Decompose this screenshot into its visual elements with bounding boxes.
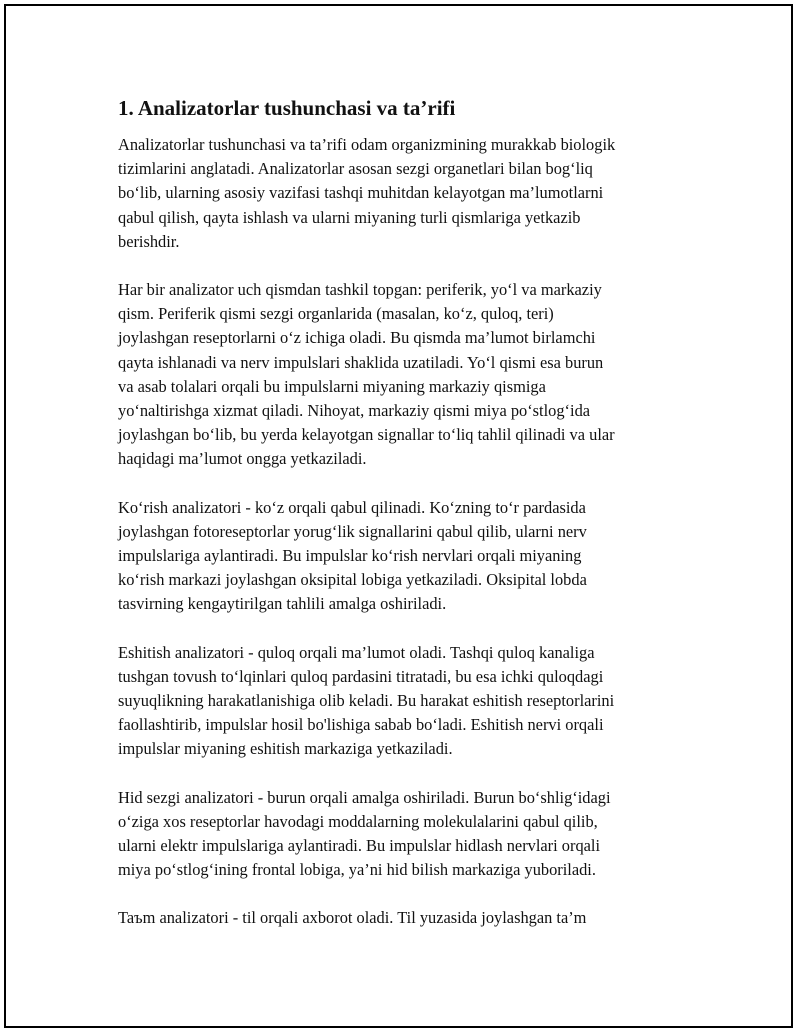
paragraph-visual-analyzer	[118, 496, 688, 617]
text-line: miya po‘stlog‘ining frontal lobiga, ya’ni hid bilish markaziga yuboriladi.	[118, 860, 596, 880]
text-line: qism. Periferik qismi sezgi organlarida (masalan, ko‘z, quloq, teri)	[118, 304, 554, 324]
paragraph-structure	[118, 278, 688, 472]
text-line: suyuqlikning harakatlanishiga olib keladi. Bu harakat eshitish reseptorlarini	[118, 691, 615, 711]
text-line: qabul qilish, qayta ishlash va ularni miyaning turli qismlariga yetkazib	[118, 207, 581, 227]
text-line: impulslar miyaning eshitish markaziga yetkaziladi.	[118, 739, 453, 759]
paragraph-definition	[118, 133, 688, 254]
text-line: berishdir.	[118, 231, 180, 251]
text-line: Analizatorlar tushunchasi va ta’rifi odam organizmining murakkab biologik	[118, 135, 616, 154]
text-line: ko‘rish markazi joylashgan oksipital lobiga yetkaziladi. Oksipital lobda	[118, 570, 587, 590]
paragraph-auditory-analyzer	[118, 641, 688, 762]
section-heading: 1. Analizatorlar tushunchasi va ta’rifi	[118, 96, 456, 120]
text-line: tushgan tovush to‘lqinlari quloq pardasini titratadi, bu esa ichki quloqdagi	[118, 666, 604, 686]
text-line: va asab tolalari orqali bu impulslarni miyaning markaziy qismiga	[118, 376, 546, 396]
text-line: qayta ishlanadi va nerv impulslari shaklida uzatiladi. Yo‘l qismi esa burun	[118, 352, 604, 372]
text-line: yo‘naltirishga xizmat qiladi. Nihoyat, markaziy qismi miya po‘stlog‘ida	[118, 401, 591, 421]
text-line: tizimlarini anglatadi. Analizatorlar asosan sezgi organetlari bilan bog‘liq	[118, 159, 593, 179]
text-line: bo‘lib, ularning asosiy vazifasi tashqi muhitdan kelayotgan ma’lumotlarni	[118, 183, 604, 203]
text-line: tasvirning kengaytirilgan tahlili amalga oshiriladi.	[118, 594, 447, 614]
text-line: joylashgan bo‘lib, bu yerda kelayotgan signallar to‘liq tahlil qilinadi va ular	[118, 425, 615, 445]
document-body	[118, 94, 688, 955]
text-line: joylashgan reseptorlarni o‘z ichiga oladi. Bu qismda ma’lumot birlamchi	[118, 328, 596, 348]
text-line: impulslariga aylantiradi. Bu impulslar ko‘rish nervlari orqali miyaning	[118, 546, 582, 566]
text-line: joylashgan fotoreseptorlar yorug‘lik signallarini qabul qilib, ularni nerv	[118, 521, 587, 541]
text-line: Ko‘rish analizatori - ko‘z orqali qabul qilinadi. Ko‘zning to‘r pardasida	[118, 497, 586, 517]
paragraph-olfactory-analyzer	[118, 786, 688, 883]
text-line: Taъm analizatori - til orqali axborot oladi. Til yuzasida joylashgan ta’m	[118, 908, 587, 928]
paragraph-taste-analyzer	[118, 906, 688, 930]
text-line: faollashtirib, impulslar hosil bo'lishiga sabab bo‘ladi. Eshitish nervi orqali	[118, 715, 604, 735]
text-line: haqidagi ma’lumot ongga yetkaziladi.	[118, 449, 367, 469]
text-line: ularni elektr impulslariga aylantiradi. Bu impulslar hidlash nervlari orqali	[118, 836, 601, 856]
text-line: Hid sezgi analizatori - burun orqali amalga oshiriladi. Burun bo‘shlig‘idagi	[118, 787, 611, 807]
text-line: o‘ziga xos reseptorlar havodagi moddalarning molekulalarini qabul qilib,	[118, 811, 598, 831]
text-line: Har bir analizator uch qismdan tashkil topgan: periferik, yo‘l va markaziy	[118, 280, 602, 300]
text-line: Eshitish analizatori - quloq orqali ma’lumot oladi. Tashqi quloq kanaliga	[118, 642, 595, 662]
